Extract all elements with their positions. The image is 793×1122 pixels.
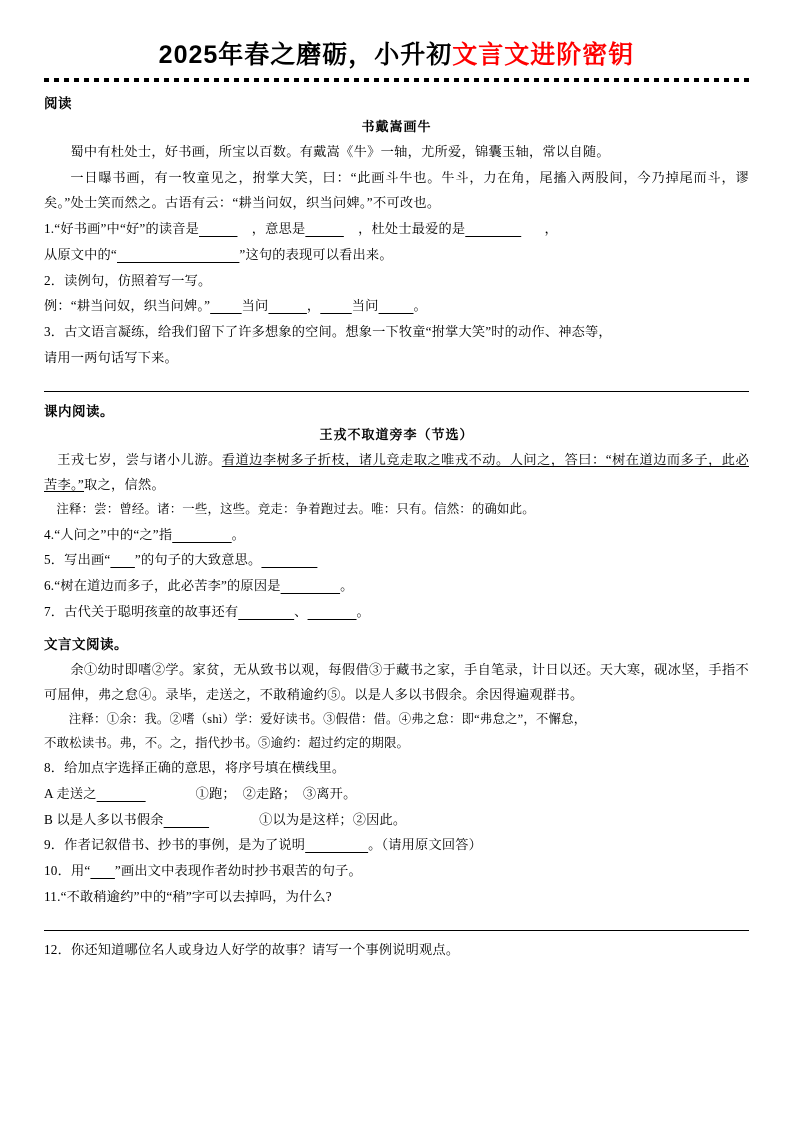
q2-example-c: ，	[306, 298, 321, 314]
q7-blank-1[interactable]	[238, 604, 294, 619]
q9-b: 。（请用原文回答）	[368, 837, 482, 853]
q2-blank-3[interactable]	[320, 298, 351, 313]
q10-a: 10．用“	[44, 863, 91, 879]
q4-text: 4.“人问之”中的“之”指	[44, 526, 173, 542]
section3-notes-line1: 注释：①余：我。②嗜（shì）学：爱好读书。③假借：借。④弗之怠：即“弗怠之”，不懈怠，	[68, 712, 587, 727]
question-1	[44, 216, 749, 242]
q10-blank-inline[interactable]	[90, 863, 114, 878]
title-text	[44, 40, 749, 70]
section3-paragraph-1: 余①幼时即嗜②学。家贫，无从致书以观，每假借③于藏书之家，手自笔录，计日以还。天大寒，砚冰坚，手指不可屈伸，弗之怠④。录毕，走送之，不敢稍逾约⑤。以是人多以书假余。余因得遍观群书。	[44, 661, 749, 703]
q7-a: 7．古代关于聪明孩童的故事还有	[44, 603, 239, 619]
q8a-blank[interactable]	[97, 786, 146, 801]
section2-paragraph-1	[44, 447, 749, 498]
q7-blank-2[interactable]	[308, 604, 357, 619]
q1-blank-4[interactable]	[117, 247, 239, 262]
question-5	[44, 547, 749, 573]
question-8-option-a	[44, 781, 749, 807]
q2-example-b: 当问	[241, 298, 269, 314]
q1-part-a: 1.“好书画”中“好”的读音是	[44, 221, 199, 237]
question-8: 8．给加点字选择正确的意思，将序号填在横线里。	[44, 760, 346, 776]
q7-b: 、	[294, 603, 308, 619]
section3-heading: 文言文阅读。	[44, 636, 128, 652]
q1-blank-1[interactable]	[199, 216, 252, 242]
section2-passage-title: 王戎不取道旁李（节选）	[319, 426, 474, 442]
q4-end: 。	[231, 526, 246, 542]
question-8-option-b	[44, 807, 749, 833]
q6-b: 。	[340, 578, 354, 594]
q10-b: ”画出文中表现作者幼时抄书艰苦的句子。	[114, 863, 362, 879]
section3-notes-line2: 不敢松读书。弗，不。之，指代抄书。⑤逾约：超过约定的期限。	[44, 735, 410, 750]
q2-example-a: 例：“耕当问奴，织当问婢。”	[44, 298, 211, 314]
q5-b: ”的句子的大致意思。	[134, 552, 262, 568]
q8a-label: A 走送之	[44, 781, 146, 807]
question-11: 11.“不敢稍逾约”中的“稍”字可以去掉吗，为什么?	[44, 888, 332, 904]
answer-line-q3[interactable]	[44, 391, 749, 392]
q1-part-d: ，	[544, 221, 558, 237]
q5-blank-answer[interactable]	[261, 552, 317, 567]
q4-blank[interactable]	[172, 527, 231, 542]
title-divider	[44, 78, 749, 82]
q1-part-b: ，意思是	[251, 221, 306, 237]
q7-c: 。	[356, 603, 370, 619]
q2-example-d: 当问	[351, 298, 379, 314]
q1-blank-2[interactable]	[305, 216, 358, 242]
page-title	[44, 40, 749, 70]
q1-line2-a: 从原文中的“	[44, 246, 117, 262]
s2-para-a: 王戎七岁，尝与诸小儿游。	[57, 451, 222, 467]
q9-a: 9．作者记叙借书、抄书的事例，是为了说明	[44, 837, 306, 853]
title-prefix: 2025年春之磨砺，小升初	[158, 41, 453, 69]
question-2-example	[44, 293, 749, 319]
section1-passage-title: 书戴嵩画牛	[361, 119, 432, 134]
q6-blank[interactable]	[281, 578, 340, 593]
section2-heading: 课内阅读。	[44, 403, 114, 419]
question-6	[44, 573, 749, 599]
q1-part-c: ，杜处士最爱的是	[358, 221, 466, 237]
q2-blank-2[interactable]	[268, 298, 306, 313]
q1-line2-b: ”这句的表现可以看出来。	[239, 246, 393, 262]
question-2: 2．读例句，仿照着写一写。	[44, 272, 212, 288]
q8b-options: ①以为是这样；②因此。	[259, 811, 407, 827]
question-1-line2	[44, 242, 749, 268]
q2-blank-4[interactable]	[379, 298, 414, 313]
section2-notes: 注释：尝：曾经。诸：一些，这些。竞走：争着跑过去。唯：只有。信然：的确如此。	[56, 502, 535, 517]
question-4	[44, 522, 749, 548]
q1-blank-3[interactable]	[465, 216, 544, 242]
q5-a: 5．写出画“	[44, 552, 111, 568]
section1-paragraph-2: 一日曝书画，有一牧童见之，拊掌大笑，曰：“此画斗牛也。牛斗，力在角，尾搐入两股间，今乃掉尾而斗，谬矣。”处士笑而然之。古语有云：“耕当问奴，织当问婢。”不可改也。	[44, 169, 749, 211]
q8b-blank[interactable]	[164, 812, 209, 827]
q8a-options: ①跑； ②走路； ③离开。	[195, 785, 357, 801]
q9-blank[interactable]	[305, 837, 368, 852]
question-3-line2: 请用一两句话写下来。	[44, 349, 178, 365]
title-highlight: 文言文进阶密钥	[452, 41, 635, 69]
question-10	[44, 858, 749, 884]
question-7	[44, 599, 749, 625]
q8b-label: B 以是人多以书假余	[44, 807, 209, 833]
answer-line-q11[interactable]	[44, 930, 749, 931]
q2-example-e: 。	[413, 298, 427, 314]
s2-para-b: 取之，信然。	[84, 477, 165, 493]
question-3-line1: 3．古文语言凝练，给我们留下了许多想象的空间。想象一下牧童“拊掌大笑”时的动作、神态等，	[44, 324, 612, 340]
section1-heading: 阅读	[44, 96, 72, 111]
question-9	[44, 832, 749, 858]
q2-blank-1[interactable]	[210, 298, 241, 313]
s2-para-underlined: 看道边李树多子折枝，诸儿竞走取之唯戎不动。人问之，答曰：“树在道边而多子，此必苦李。”	[44, 451, 749, 493]
question-12: 12．你还知道哪位名人或身边人好学的故事？请写一个事例说明观点。	[44, 941, 460, 957]
section1-paragraph-1: 蜀中有杜处士，好书画，所宝以百数。有戴嵩《牛》一轴，尤所爱，锦囊玉轴，常以自随。	[70, 144, 610, 159]
q5-blank-inline[interactable]	[110, 552, 134, 567]
q6-a: 6.“树在道边而多子，此必苦李”的原因是	[44, 578, 281, 594]
